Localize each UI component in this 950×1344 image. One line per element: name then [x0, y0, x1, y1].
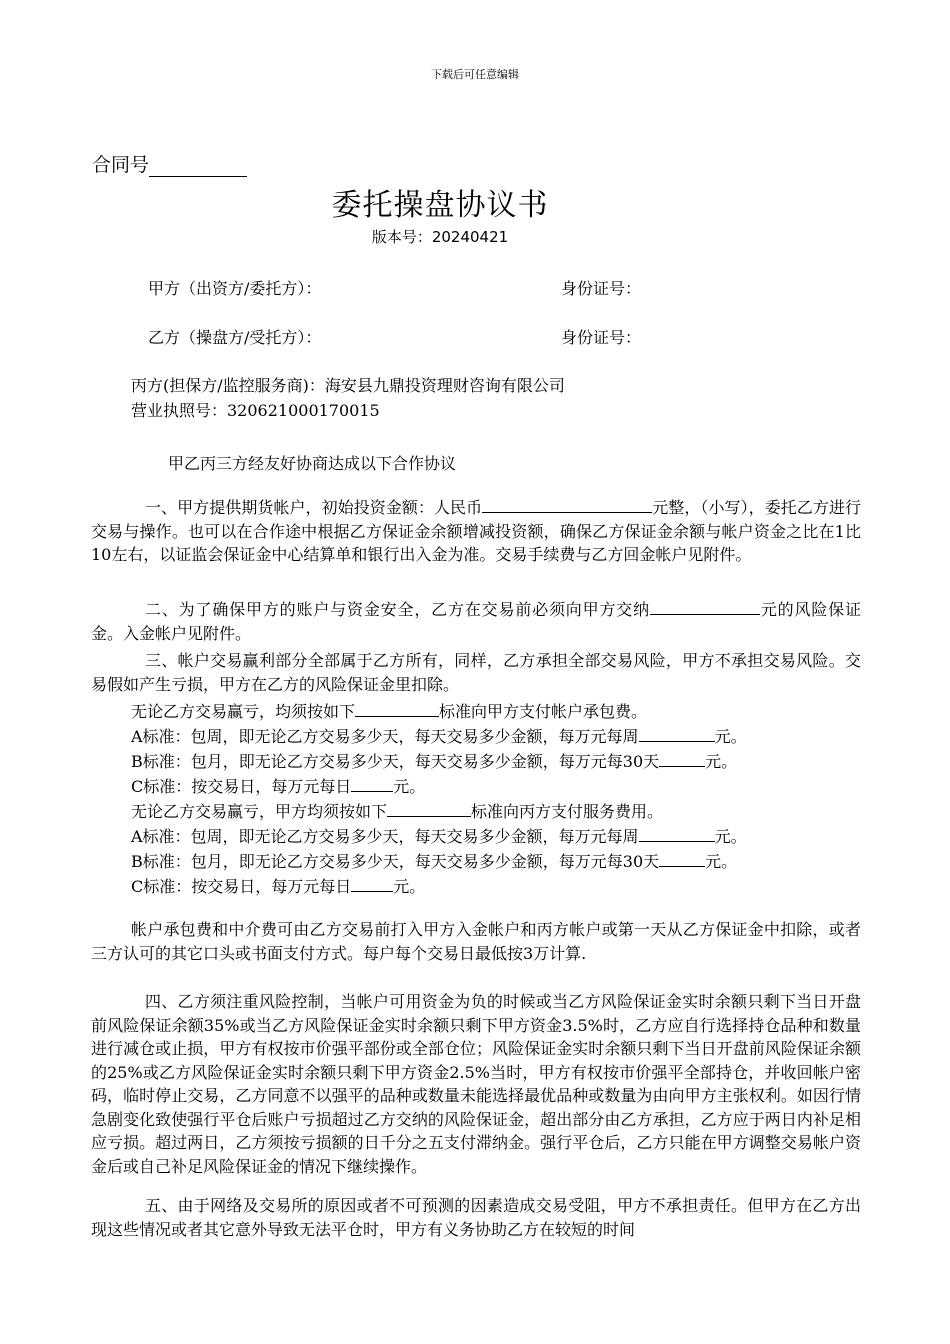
party-a-id-label: 身份证号：	[561, 279, 642, 298]
fee2-c-blank	[351, 875, 393, 892]
document-title: 委托操盘协议书	[331, 188, 549, 223]
fee1-a-blank	[639, 725, 715, 742]
clause-2-text-a: 二、为了确保甲方的账户与资金安全，乙方在交易前必须向甲方交纳	[145, 600, 650, 619]
investment-amount-blank	[482, 496, 652, 513]
header-note: 下载后可任意编辑	[431, 68, 519, 81]
clause-4-text: 四、乙方须注重风险控制，当帐户可用资金为负的时候或当乙方风险保证金实时余额只剩下当日开盘前风险保证余额35%或当乙方风险保证金实时余额只剩下甲方资金3.5%时，乙方应自行选择持仓品种和数量进行减仓或止损，甲方有权按市价强平部份或全部仓位；风险保证金实时余额只剩下当日开盘前风险保证余额的25%或乙方风险保证金实时余额只剩下甲方资金2.5%当时，甲方有权按市价强平全部持仓，并收回帐户密码，临时停止交易，乙方同意不以强平的品种或数量未能选择最优品种或数量为由向甲方主张权利。如因行情急剧变化致使强行平仓后账户亏损超过乙方交纳的风险保证金，超出部分由乙方承担，乙方应于两日内补足相应亏损。超过两日，乙方须按亏损额的日千分之五支付滞纳金。强行平仓后，乙方只能在甲方调整交易帐户资金后或自己补足风险保证金的情况下继续操作。	[91, 992, 861, 1176]
fee2-standard-blank	[387, 800, 471, 817]
fee2-standard-c	[131, 874, 425, 897]
business-license-line: 营业执照号：320621000170015	[131, 401, 380, 420]
party-b-label: 乙方（操盘方/受托方）：	[148, 328, 322, 347]
contract-number-label: 合同号	[92, 154, 150, 176]
fee2-a-text: A标准：包周，即无论乙方交易多少天，每天交易多少金额，每万元每周	[131, 827, 639, 846]
fee2-b-unit: 元。	[705, 852, 738, 871]
deposit-amount-blank	[650, 598, 760, 615]
fee1-standard-a	[131, 724, 747, 747]
fee1-a-unit: 元。	[714, 727, 747, 746]
payment-paragraph	[91, 918, 861, 965]
fee1-c-blank	[351, 775, 393, 792]
version-number: 版本号：20240421	[371, 228, 509, 246]
fee2-intro	[131, 799, 663, 822]
fee1-standard-blank	[355, 700, 439, 717]
fee2-c-unit: 元。	[393, 877, 426, 896]
clause-3	[91, 649, 861, 696]
clause-5-text: 五、由于网络及交易所的原因或者不可预测的因素造成交易受阻，甲方不承担责任。但甲方在乙方出现这些情况或者其它意外导致无法平仓时，甲方有义务协助乙方在较短的时间	[91, 1196, 861, 1239]
fee2-a-unit: 元。	[714, 827, 747, 846]
fee1-c-text: C标准：按交易日，每万元每日	[131, 777, 352, 796]
fee1-intro	[131, 699, 647, 722]
clause-2-text-b: 元的风险保证金。入金帐户见附件。	[91, 600, 861, 643]
fee1-b-unit: 元。	[705, 752, 738, 771]
clause-1-text-a: 一、甲方提供期货帐户，初始投资金额：人民币	[145, 498, 483, 517]
intro-line: 甲乙丙三方经友好协商达成以下合作协议	[168, 454, 457, 473]
party-a-label: 甲方（出资方/委托方）：	[148, 279, 322, 298]
fee2-c-text: C标准：按交易日，每万元每日	[131, 877, 352, 896]
contract-number-line	[92, 150, 247, 177]
contract-number-blank	[149, 158, 247, 177]
fee1-intro-text-a: 无论乙方交易赢亏，均须按如下	[131, 702, 356, 721]
clause-1	[91, 496, 861, 567]
clause-4	[91, 990, 861, 1178]
fee1-c-unit: 元。	[393, 777, 426, 796]
clause-5	[91, 1194, 861, 1241]
clause-3-text: 三、帐户交易赢利部分全部属于乙方所有，同样，乙方承担全部交易风险，甲方不承担交易风险。交易假如产生亏损，甲方在乙方的风险保证金里扣除。	[91, 651, 861, 694]
fee2-standard-a	[131, 824, 747, 847]
fee2-a-blank	[639, 825, 715, 842]
party-c-line: 丙方(担保方/监控服务商)：海安县九鼎投资理财咨询有限公司	[131, 376, 565, 395]
clause-1-text-c: ，委托乙方进行交易与操作。也可以在合作途中根据乙方保证金余额增减投资额，确保乙方保证金余额与帐户资金之比在1比10左右，以证监会保证金中心结算单和银行出入金为准。交易手续费与乙方回金帐户见附件。	[91, 498, 861, 564]
clause-1-text-b: 元整，（小写）	[652, 498, 749, 517]
fee1-a-text: A标准：包周，即无论乙方交易多少天，每天交易多少金额，每万元每周	[131, 727, 639, 746]
fee2-intro-text-a: 无论乙方交易赢亏，甲方均须按如下	[131, 802, 388, 821]
party-b-id-label: 身份证号：	[561, 328, 642, 347]
fee2-standard-b	[131, 849, 737, 872]
clause-2	[91, 598, 861, 645]
payment-text: 帐户承包费和中介费可由乙方交易前打入甲方入金帐户和丙方帐户或第一天从乙方保证金中扣除，或者三方认可的其它口头或书面支付方式。每户每个交易日最低按3万计算.	[91, 920, 861, 963]
fee2-intro-text-b: 标准向丙方支付服务费用。	[471, 802, 664, 821]
fee1-b-blank	[659, 750, 705, 767]
fee1-standard-c	[131, 774, 425, 797]
fee2-b-text: B标准：包月，即无论乙方交易多少天，每天交易多少金额，每万元每30天	[131, 852, 660, 871]
fee1-b-text: B标准：包月，即无论乙方交易多少天，每天交易多少金额，每万元每30天	[131, 752, 660, 771]
fee1-standard-b	[131, 749, 737, 772]
fee2-b-blank	[659, 850, 705, 867]
fee1-intro-text-b: 标准向甲方支付帐户承包费。	[439, 702, 648, 721]
